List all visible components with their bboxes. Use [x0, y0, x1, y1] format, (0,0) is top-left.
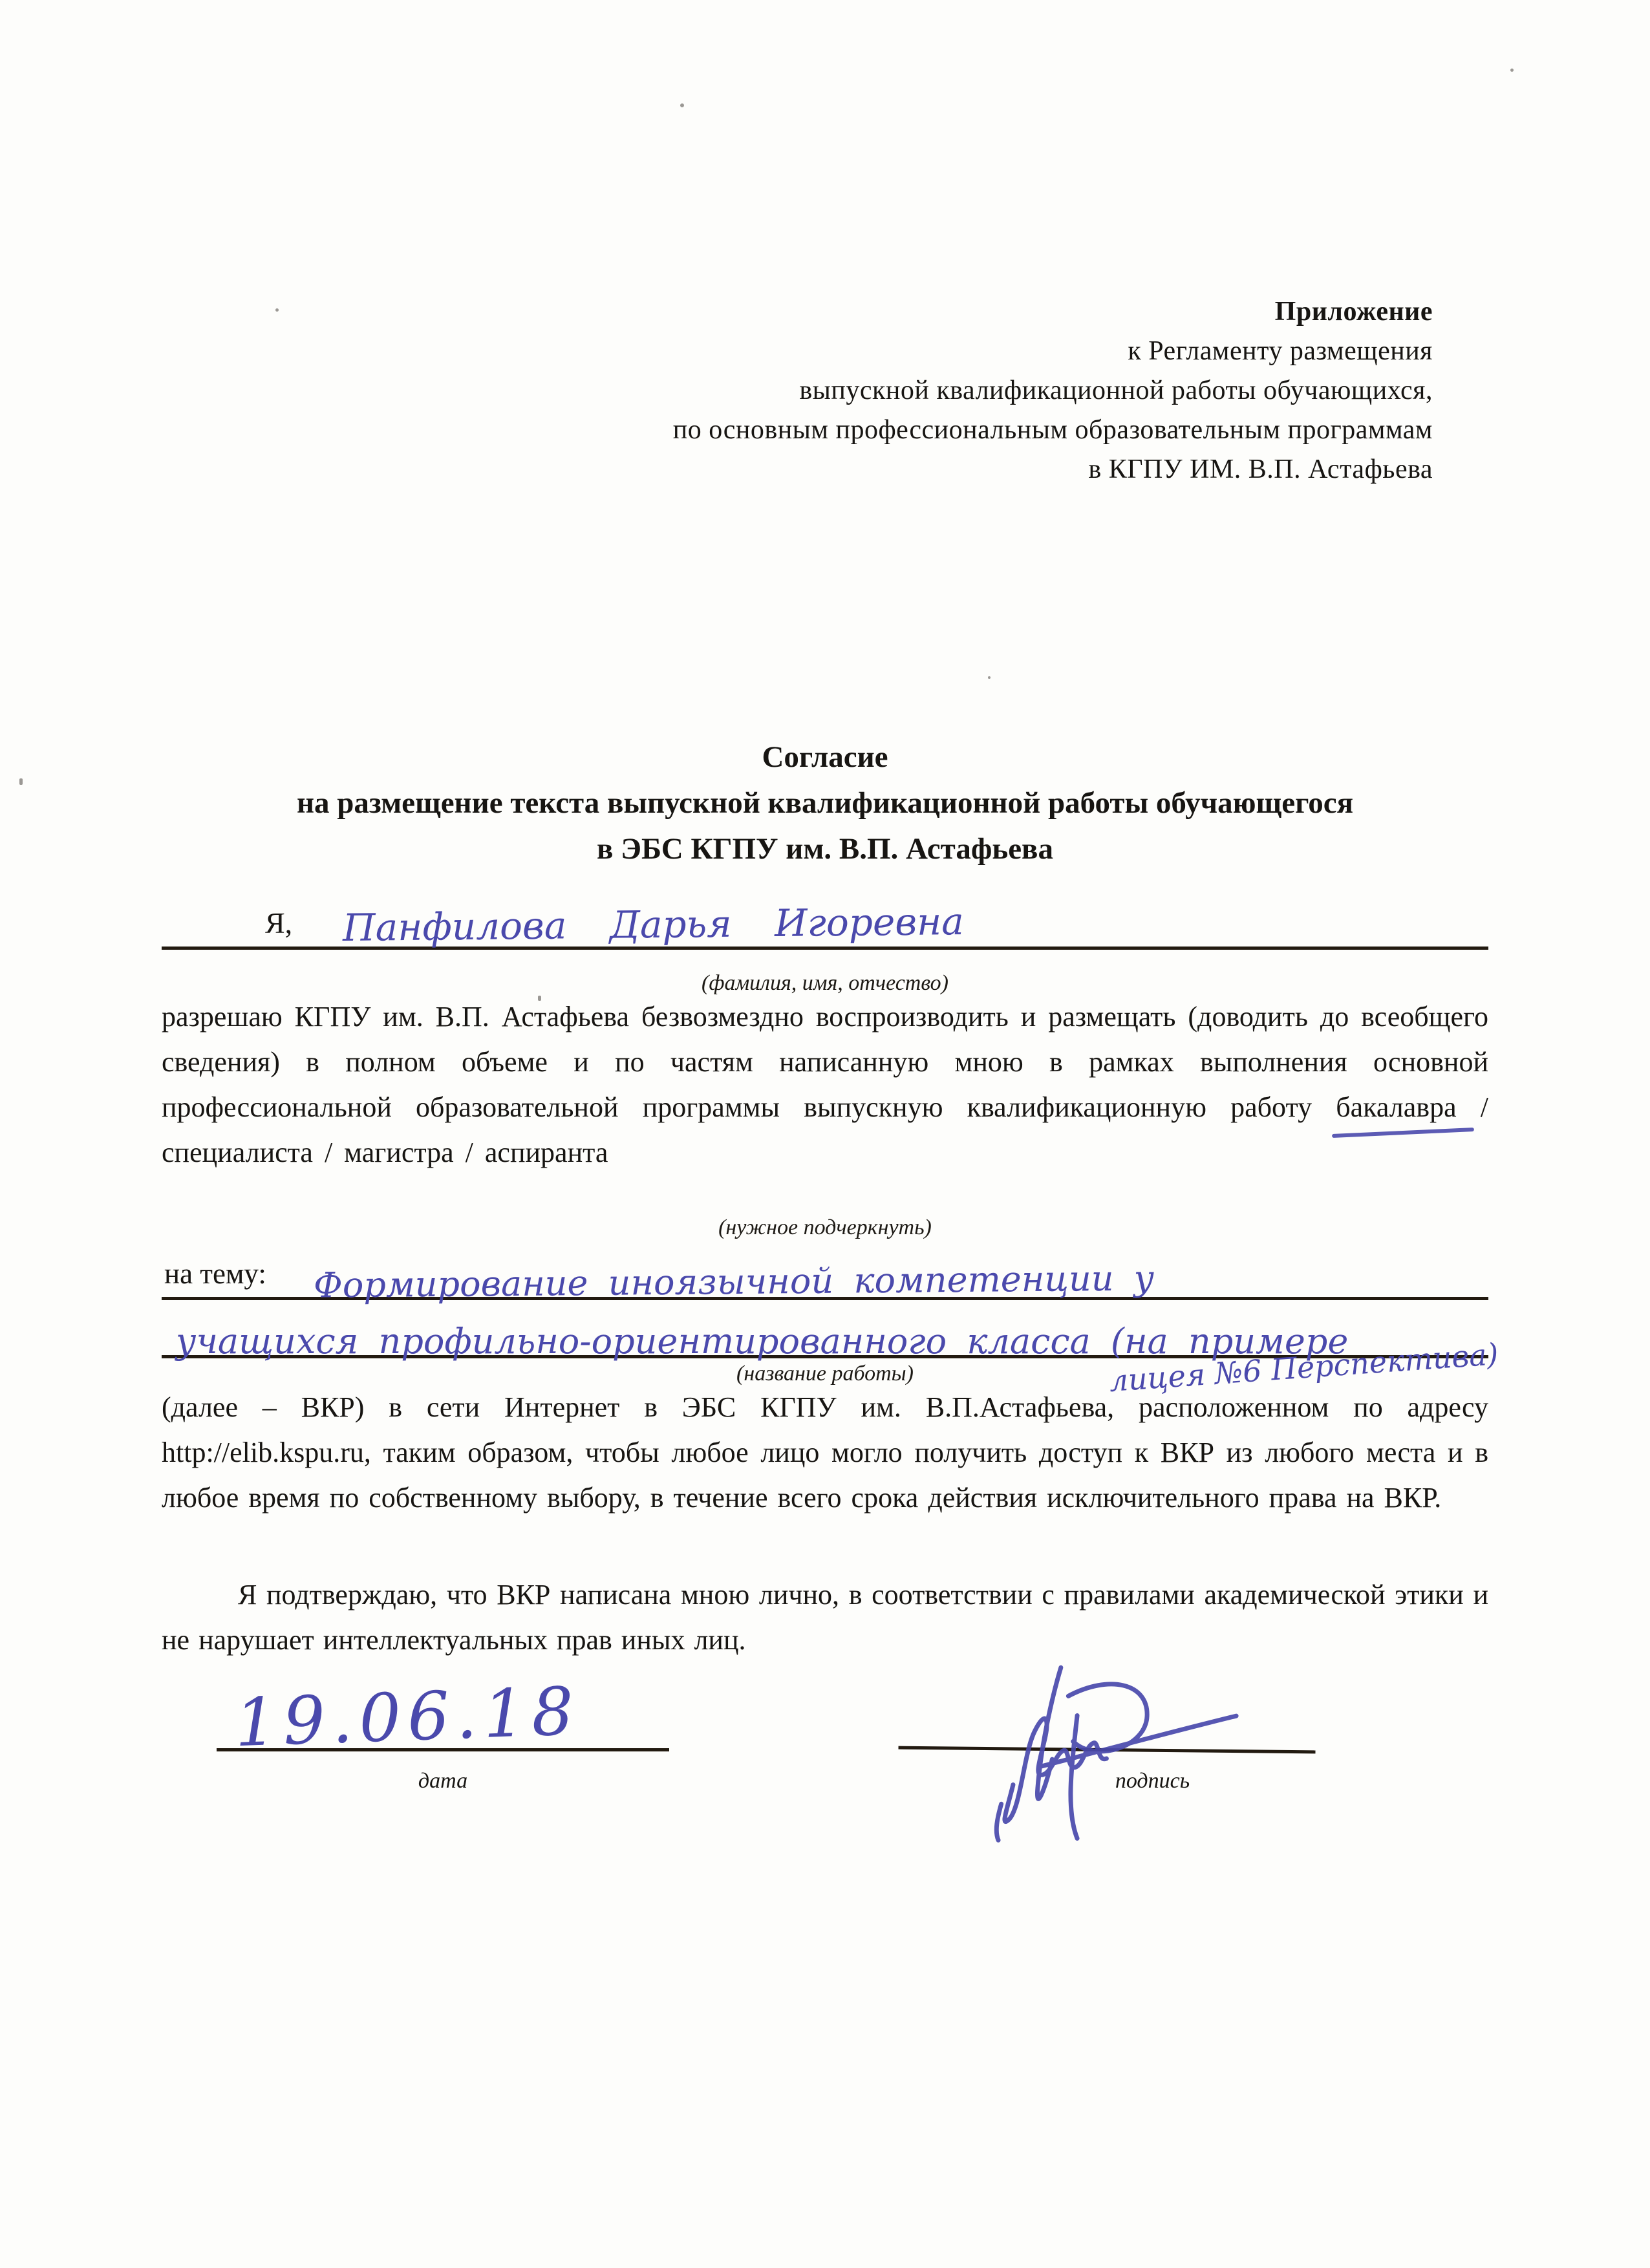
confirmation-paragraph: Я подтверждаю, что ВКР написана мною лично, в соответствии с правилами академической этики и не нарушает интеллектуальных прав иных лиц. [162, 1579, 1488, 1656]
regulation-line: выпускной квалификационной работы обучающихся, [799, 376, 1433, 405]
signature-label: подпись [1115, 1769, 1190, 1793]
signature-label-wrap [944, 1769, 1361, 1793]
scan-speck [19, 778, 23, 785]
topic-field-row-1 [162, 1241, 1488, 1306]
signature-scribble [962, 1655, 1242, 1852]
full-name-caption: (фамилия, имя, отчество) [702, 971, 948, 995]
underlined-degree-option: бакалавра [1336, 1091, 1457, 1123]
handwritten-topic-continuation: лицея №6 Перспектива) [1108, 1336, 1500, 1398]
regulation-line: в КГПУ ИМ. В.П. Астафьева [1088, 455, 1433, 484]
title-line-subject: на размещение текста выпускной квалификационной работы обучающегося [296, 786, 1354, 820]
scan-speck [538, 996, 541, 1001]
handwritten-full-name: Панфилова Дарья Игоревна [342, 899, 965, 950]
work-title-caption: (название работы) [736, 1362, 914, 1385]
scan-speck [988, 676, 991, 679]
regulation-line: к Регламенту размещения [1128, 336, 1433, 366]
handwritten-topic-line2: учащихся профильно-ориентированного класса (на примере [176, 1321, 1349, 1362]
document-title [163, 734, 1487, 872]
terms-paragraph: (далее – ВКР) в сети Интернет в ЭБС КГПУ им. В.П.Астафьева, расположенном по адресу http://elib.kspu.ru, таким образом, чтобы любое лицо могло получить доступ к ВКР из любого места и в любое время по собственному выбору, в течение всего срока действия исключительного права на ВКР. [162, 1391, 1488, 1514]
title-line-org: в ЭБС КГПУ им. В.П. Астафьева [597, 832, 1053, 866]
underline-instruction-caption: (нужное подчеркнуть) [718, 1215, 932, 1239]
date-field-row [217, 1673, 669, 1762]
signature-field-row [899, 1687, 1316, 1754]
date-label-wrap [217, 1769, 669, 1793]
permission-paragraph [162, 994, 1488, 1175]
scan-speck [680, 103, 684, 107]
regulation-line: по основным профессиональным образовательным программам [672, 415, 1433, 445]
handwritten-date: 19.06.18 [233, 1673, 582, 1762]
permission-text-part1: разрешаю КГПУ им. В.П. Астафьева безвозмездно воспроизводить и размещать (доводить до всеобщего сведения) в полном объеме и по частям написанную мною в рамках выполнения основной профессиональной образовательной программы выпускную квалификационную работу [162, 1001, 1488, 1123]
topic-label: на тему: [164, 1257, 266, 1290]
topic-field-row-2 [162, 1301, 1488, 1362]
regulation-reference-block [362, 292, 1433, 489]
title-line-consent: Согласие [762, 740, 888, 774]
handwritten-topic-line1: Формирование иноязычной компетенции у [313, 1257, 1155, 1306]
permission-text-part2: / специалиста / магистра / аспиранта [162, 1091, 1488, 1168]
name-prefix-label: Я, [265, 906, 293, 939]
full-name-field-row [162, 884, 1488, 950]
date-label: дата [418, 1769, 468, 1793]
scan-speck [275, 308, 279, 312]
appendix-heading: Приложение [1274, 297, 1433, 326]
scan-speck [1510, 69, 1514, 72]
